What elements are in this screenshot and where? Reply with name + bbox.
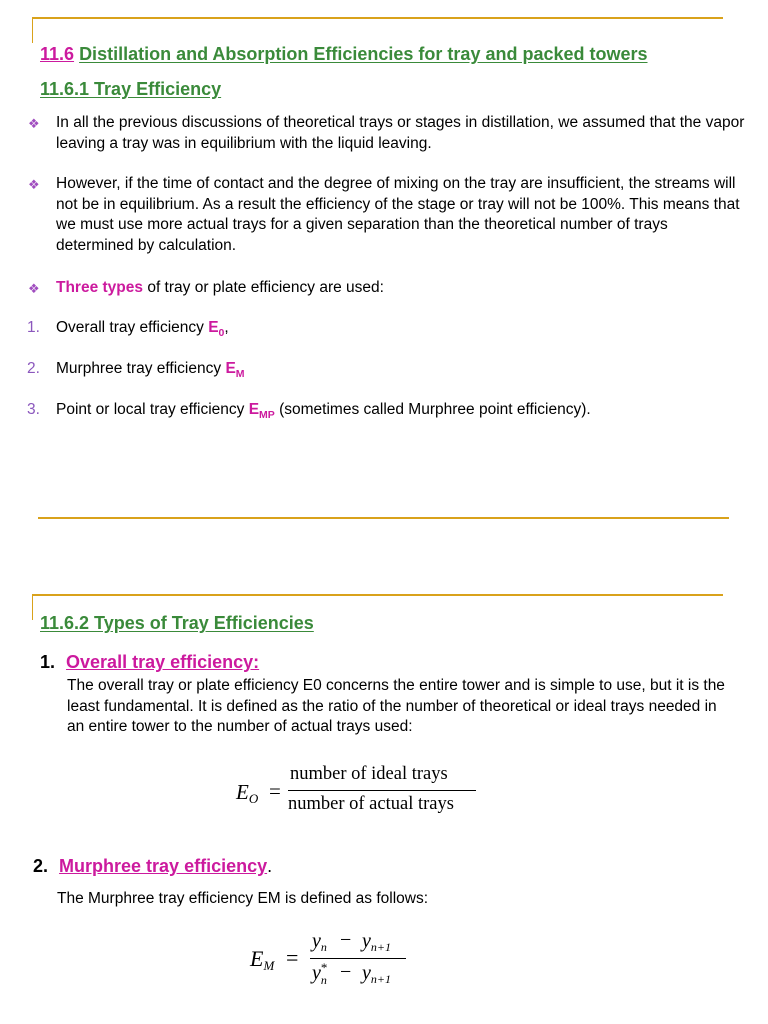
eq2-den-a bbox=[312, 962, 329, 985]
eq2-den-a-sup: * bbox=[320, 960, 328, 975]
section1-heading bbox=[40, 651, 259, 673]
item-symbol-sub-3: MP bbox=[259, 409, 275, 421]
item-label-2: Murphree tray efficiency bbox=[56, 360, 226, 377]
eq1-lhs bbox=[236, 780, 258, 805]
eq2-num-b bbox=[362, 930, 391, 953]
bullet-icon-3: ❖ bbox=[28, 281, 40, 296]
section2-title: Murphree tray efficiency bbox=[59, 856, 268, 876]
eq2-num-a-letter: y bbox=[312, 930, 321, 952]
eq2-num-b-sub: n+1 bbox=[370, 940, 391, 954]
section2-number: 2. bbox=[33, 856, 49, 876]
item-text-1 bbox=[56, 318, 229, 340]
eq2-fraction-bar bbox=[310, 958, 406, 959]
item-text-3 bbox=[56, 400, 591, 422]
item-text-2 bbox=[56, 359, 245, 381]
item-symbol-letter-2: E bbox=[225, 360, 236, 377]
three-types-highlight: Three types bbox=[56, 279, 144, 296]
eq1-equals: = bbox=[269, 779, 281, 803]
bullet-text-3 bbox=[56, 278, 746, 299]
section1-body: The overall tray or plate efficiency E0 concerns the entire tower and is simple to use, but it is the least fundamental. It is defined as the ratio of the number of theoretical or ideal trays needed in an entire tower to the number of actual trays used: bbox=[67, 677, 725, 735]
section2-body: The Murphree tray efficiency EM is defined as follows: bbox=[57, 890, 429, 907]
eq2-num-a bbox=[312, 930, 327, 953]
item-after-1: , bbox=[224, 319, 229, 336]
item-number-1: 1. bbox=[27, 319, 40, 336]
item-label-1: Overall tray efficiency bbox=[56, 319, 209, 336]
section2-heading bbox=[33, 855, 272, 877]
three-types-rest: of tray or plate efficiency are used: bbox=[143, 279, 384, 296]
eq2-lhs-letter: E bbox=[250, 946, 264, 971]
item-symbol-2 bbox=[225, 360, 245, 380]
eq2-lhs-sub: M bbox=[263, 958, 275, 973]
slide-divider-rule bbox=[38, 517, 729, 519]
section2-after: . bbox=[267, 856, 273, 876]
item-symbol-3 bbox=[248, 401, 275, 421]
eq2-num-minus: − bbox=[340, 929, 352, 951]
eq2-den-a-sub: n bbox=[320, 973, 327, 987]
slide1-title-text: Distillation and Absorption Efficiencies for tray and packed towers bbox=[79, 44, 648, 64]
eq1-lhs-letter: E bbox=[236, 780, 249, 804]
eq2-den-a-letter: y bbox=[312, 962, 321, 984]
bullet-text-2: However, if the time of contact and the degree of mixing on the tray are insufficient, the streams will not be in equilibrium. As a result the efficiency of the stage or tray will not be 100%. This means that we must use more actual trays for a given separation than the theoretical number of trays determined by calculation. bbox=[56, 175, 740, 254]
eq2-den-b-sub: n+1 bbox=[370, 972, 391, 986]
section1-number: 1. bbox=[40, 652, 56, 672]
item-symbol-letter-1: E bbox=[208, 319, 219, 336]
eq1-lhs-sub: O bbox=[248, 791, 259, 806]
slide2-title: 11.6.2 Types of Tray Efficiencies bbox=[40, 613, 314, 633]
eq2-lhs bbox=[250, 946, 274, 972]
eq2-num-b-letter: y bbox=[362, 930, 371, 952]
item-number-3: 3. bbox=[27, 401, 40, 418]
bullet-text-1: In all the previous discussions of theoretical trays or stages in distillation, we assumed that the vapor leaving a tray was in equilibrium with the liquid leaving. bbox=[56, 114, 745, 152]
item-symbol-1 bbox=[208, 319, 225, 339]
item-symbol-sub-2: M bbox=[235, 368, 245, 380]
item-symbol-letter-3: E bbox=[248, 401, 260, 418]
eq2-equals: = bbox=[286, 945, 299, 970]
slide2-top-rule bbox=[32, 594, 723, 596]
item-label-3: Point or local tray efficiency bbox=[56, 401, 249, 418]
item-symbol-sub-1: 0 bbox=[218, 327, 225, 339]
slide2-left-tick bbox=[32, 594, 33, 620]
equation-murphree-efficiency bbox=[250, 928, 420, 992]
eq2-den-minus: − bbox=[340, 961, 352, 983]
eq2-den-b-letter: y bbox=[362, 962, 371, 984]
eq1-denominator: number of actual trays bbox=[288, 794, 454, 814]
slide1-subtitle: 11.6.1 Tray Efficiency bbox=[40, 79, 222, 99]
item-after-3: (sometimes called Murphree point efficiency). bbox=[274, 401, 591, 418]
section1-title: Overall tray efficiency: bbox=[66, 652, 260, 672]
eq2-num-a-sub: n bbox=[320, 940, 327, 954]
slide1-left-tick bbox=[32, 17, 33, 43]
eq2-den-b bbox=[362, 962, 391, 985]
equation-overall-efficiency bbox=[236, 762, 496, 822]
bullet-icon-1: ❖ bbox=[28, 116, 40, 131]
eq1-fraction-bar bbox=[288, 790, 476, 791]
slide1-top-rule bbox=[32, 17, 723, 19]
eq1-numerator: number of ideal trays bbox=[290, 764, 448, 784]
slide1-title bbox=[40, 43, 648, 65]
eq2-den-a-scripts bbox=[320, 960, 329, 987]
bullet-icon-2: ❖ bbox=[28, 177, 40, 192]
item-number-2: 2. bbox=[27, 360, 40, 377]
slide1-title-number: 11.6 bbox=[40, 44, 75, 64]
